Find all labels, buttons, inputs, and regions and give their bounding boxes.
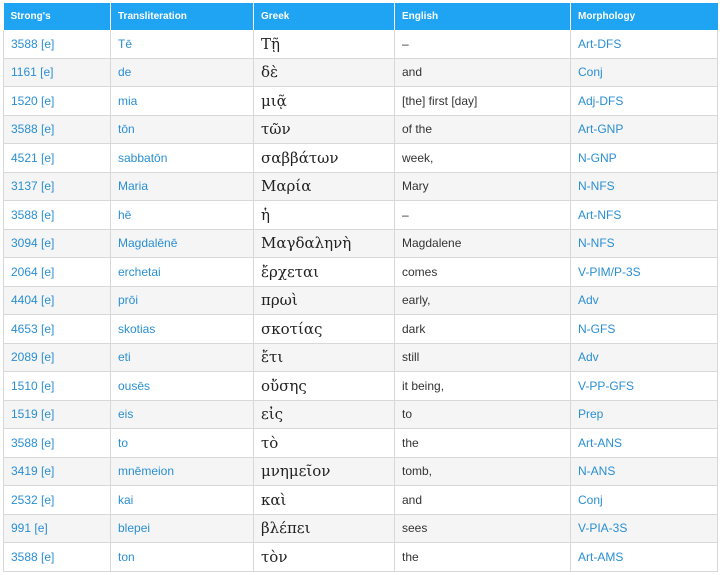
- table-row: [4, 457, 718, 486]
- cell-morph: [571, 543, 718, 572]
- cell-english: [395, 87, 571, 116]
- header-greek: Greek: [254, 3, 395, 30]
- table-row: [4, 429, 718, 458]
- cell-strongs: [4, 286, 111, 315]
- table-row: [4, 315, 718, 344]
- cell-translit: [111, 286, 254, 315]
- morphology-link[interactable]: Art-AMS: [578, 549, 624, 564]
- transliteration-link[interactable]: de: [118, 65, 132, 80]
- cell-morph: [571, 457, 718, 486]
- greek-word: ἔρχεται: [261, 262, 320, 281]
- cell-english: [395, 58, 571, 87]
- cell-morph: [571, 514, 718, 543]
- transliteration-link[interactable]: Maria: [118, 179, 149, 194]
- greek-word: σκοτίας: [261, 319, 323, 338]
- greek-word: καὶ: [261, 490, 287, 509]
- greek-word: Μαρία: [261, 177, 312, 196]
- cell-english: [395, 457, 571, 486]
- cell-translit: [111, 343, 254, 372]
- cell-strongs: [4, 429, 111, 458]
- morphology-link[interactable]: N-NFS: [578, 179, 615, 194]
- greek-word: Τῇ: [261, 34, 280, 53]
- strongs-number-link[interactable]: 2532 [e]: [11, 492, 55, 507]
- table-row: [4, 400, 718, 429]
- english-gloss: the: [402, 549, 419, 564]
- strongs-number-link[interactable]: 4653 [e]: [11, 321, 55, 336]
- transliteration-link[interactable]: Magdalēnē: [118, 236, 178, 251]
- table-row: [4, 543, 718, 572]
- cell-greek: [254, 486, 395, 515]
- morphology-link[interactable]: Art-DFS: [578, 36, 622, 51]
- english-gloss: sees: [402, 521, 428, 536]
- cell-english: [395, 486, 571, 515]
- morphology-link[interactable]: N-GNP: [578, 150, 617, 165]
- strongs-number-link[interactable]: 2089 [e]: [11, 350, 55, 365]
- strongs-number-link[interactable]: 3588 [e]: [11, 207, 55, 222]
- cell-greek: [254, 87, 395, 116]
- cell-translit: [111, 400, 254, 429]
- greek-word: Μαγδαληνὴ: [261, 234, 352, 253]
- cell-translit: [111, 115, 254, 144]
- cell-strongs: [4, 201, 111, 230]
- cell-greek: [254, 229, 395, 258]
- cell-english: [395, 315, 571, 344]
- cell-morph: [571, 229, 718, 258]
- greek-word: τὸ: [261, 433, 279, 452]
- table-row: [4, 87, 718, 116]
- header-row: [4, 3, 718, 30]
- english-gloss: of the: [402, 122, 433, 137]
- morphology-link[interactable]: N-NFS: [578, 236, 615, 251]
- english-gloss: and: [402, 65, 423, 80]
- cell-greek: [254, 58, 395, 87]
- greek-word: ἡ: [261, 205, 270, 224]
- cell-strongs: [4, 543, 111, 572]
- cell-greek: [254, 543, 395, 572]
- cell-strongs: [4, 30, 111, 58]
- cell-morph: [571, 172, 718, 201]
- cell-morph: [571, 286, 718, 315]
- transliteration-link[interactable]: ousēs: [118, 378, 151, 393]
- cell-greek: [254, 30, 395, 58]
- cell-greek: [254, 286, 395, 315]
- english-gloss: [the] first [day]: [402, 93, 478, 108]
- table-row: [4, 343, 718, 372]
- table-row: [4, 144, 718, 173]
- table-row: [4, 30, 718, 58]
- english-gloss: early,: [402, 293, 431, 308]
- cell-translit: [111, 258, 254, 287]
- table-row: [4, 286, 718, 315]
- table-row: [4, 172, 718, 201]
- table-row: [4, 372, 718, 401]
- strongs-number-link[interactable]: 1520 [e]: [11, 93, 55, 108]
- cell-morph: [571, 30, 718, 58]
- table-row: [4, 258, 718, 287]
- cell-morph: [571, 315, 718, 344]
- english-gloss: week,: [402, 150, 434, 165]
- transliteration-link[interactable]: hē: [118, 207, 132, 222]
- morphology-link[interactable]: Conj: [578, 492, 603, 507]
- cell-strongs: [4, 315, 111, 344]
- english-gloss: –: [402, 207, 409, 222]
- greek-word: βλέπει: [261, 519, 311, 538]
- cell-greek: [254, 172, 395, 201]
- greek-word: τὸν: [261, 547, 288, 566]
- cell-english: [395, 229, 571, 258]
- morphology-link[interactable]: Prep: [578, 407, 604, 422]
- cell-translit: [111, 429, 254, 458]
- cell-translit: [111, 172, 254, 201]
- strongs-number-link[interactable]: 3588 [e]: [11, 36, 55, 51]
- greek-word: μνημεῖον: [261, 462, 331, 481]
- english-gloss: –: [402, 36, 409, 51]
- transliteration-link[interactable]: eti: [118, 350, 131, 365]
- transliteration-link[interactable]: sabbatōn: [118, 150, 168, 165]
- morphology-link[interactable]: Conj: [578, 65, 603, 80]
- cell-morph: [571, 372, 718, 401]
- greek-word: ἔτι: [261, 348, 284, 367]
- english-gloss: Mary: [402, 179, 429, 194]
- cell-morph: [571, 400, 718, 429]
- cell-english: [395, 30, 571, 58]
- morphology-link[interactable]: N-ANS: [578, 464, 616, 479]
- cell-morph: [571, 115, 718, 144]
- cell-greek: [254, 258, 395, 287]
- strongs-number-link[interactable]: 3137 [e]: [11, 179, 55, 194]
- header-transliteration: Transliteration: [111, 3, 254, 30]
- cell-english: [395, 258, 571, 287]
- greek-word: πρωὶ: [261, 291, 298, 310]
- english-gloss: still: [402, 350, 420, 365]
- morphology-link[interactable]: V-PIM/P-3S: [578, 264, 641, 279]
- cell-translit: [111, 144, 254, 173]
- cell-strongs: [4, 372, 111, 401]
- morphology-link[interactable]: Art-NFS: [578, 207, 622, 222]
- english-gloss: tomb,: [402, 464, 433, 479]
- cell-greek: [254, 201, 395, 230]
- strongs-number-link[interactable]: 2064 [e]: [11, 264, 55, 279]
- cell-translit: [111, 58, 254, 87]
- transliteration-link[interactable]: kai: [118, 492, 134, 507]
- strongs-number-link[interactable]: 3588 [e]: [11, 435, 55, 450]
- morphology-link[interactable]: V-PP-GFS: [578, 378, 635, 393]
- cell-strongs: [4, 115, 111, 144]
- table-row: [4, 514, 718, 543]
- cell-translit: [111, 229, 254, 258]
- cell-morph: [571, 343, 718, 372]
- cell-greek: [254, 429, 395, 458]
- strongs-number-link[interactable]: 1510 [e]: [11, 378, 55, 393]
- cell-morph: [571, 429, 718, 458]
- cell-english: [395, 144, 571, 173]
- cell-translit: [111, 372, 254, 401]
- cell-translit: [111, 30, 254, 58]
- transliteration-link[interactable]: Tē: [118, 36, 133, 51]
- cell-english: [395, 172, 571, 201]
- cell-greek: [254, 115, 395, 144]
- cell-strongs: [4, 486, 111, 515]
- strongs-number-link[interactable]: 4404 [e]: [11, 293, 55, 308]
- greek-word: τῶν: [261, 120, 291, 139]
- transliteration-link[interactable]: skotias: [118, 321, 156, 336]
- strongs-number-link[interactable]: 1519 [e]: [11, 407, 55, 422]
- cell-english: [395, 286, 571, 315]
- table-row: [4, 486, 718, 515]
- strongs-number-link[interactable]: 3588 [e]: [11, 549, 55, 564]
- cell-english: [395, 514, 571, 543]
- greek-word: μιᾷ: [261, 91, 287, 110]
- transliteration-link[interactable]: eis: [118, 407, 134, 422]
- cell-morph: [571, 201, 718, 230]
- table-row: [4, 115, 718, 144]
- english-gloss: comes: [402, 264, 438, 279]
- english-gloss: and: [402, 492, 423, 507]
- cell-morph: [571, 87, 718, 116]
- cell-greek: [254, 343, 395, 372]
- cell-english: [395, 372, 571, 401]
- english-gloss: Magdalene: [402, 236, 462, 251]
- transliteration-link[interactable]: tōn: [118, 122, 135, 137]
- strongs-number-link[interactable]: 4521 [e]: [11, 150, 55, 165]
- cell-greek: [254, 514, 395, 543]
- cell-strongs: [4, 343, 111, 372]
- strongs-number-link[interactable]: 3094 [e]: [11, 236, 55, 251]
- header-strongs: Strong's: [4, 3, 111, 30]
- cell-greek: [254, 372, 395, 401]
- cell-greek: [254, 144, 395, 173]
- transliteration-link[interactable]: mia: [118, 93, 138, 108]
- morphology-link[interactable]: Art-ANS: [578, 435, 623, 450]
- cell-morph: [571, 144, 718, 173]
- transliteration-link[interactable]: erchetai: [118, 264, 161, 279]
- cell-translit: [111, 486, 254, 515]
- greek-word: δὲ: [261, 63, 279, 82]
- strongs-number-link[interactable]: 3419 [e]: [11, 464, 55, 479]
- strongs-number-link[interactable]: 3588 [e]: [11, 122, 55, 137]
- table-row: [4, 58, 718, 87]
- morphology-link[interactable]: V-PIA-3S: [578, 521, 628, 536]
- cell-morph: [571, 58, 718, 87]
- cell-translit: [111, 514, 254, 543]
- strongs-number-link[interactable]: 991 [e]: [11, 521, 48, 536]
- cell-strongs: [4, 144, 111, 173]
- morphology-link[interactable]: N-GFS: [578, 321, 616, 336]
- cell-strongs: [4, 58, 111, 87]
- english-gloss: it being,: [402, 378, 445, 393]
- cell-strongs: [4, 457, 111, 486]
- transliteration-link[interactable]: prōi: [118, 293, 139, 308]
- greek-word: σαββάτων: [261, 148, 339, 167]
- interlinear-table: [3, 3, 718, 572]
- greek-word: εἰς: [261, 405, 284, 424]
- cell-strongs: [4, 400, 111, 429]
- header-morphology: Morphology: [571, 3, 718, 30]
- cell-greek: [254, 315, 395, 344]
- morphology-link[interactable]: Art-GNP: [578, 122, 624, 137]
- cell-morph: [571, 486, 718, 515]
- morphology-link[interactable]: Adj-DFS: [578, 93, 624, 108]
- cell-translit: [111, 201, 254, 230]
- cell-strongs: [4, 258, 111, 287]
- transliteration-link[interactable]: to: [118, 435, 129, 450]
- cell-strongs: [4, 514, 111, 543]
- strongs-number-link[interactable]: 1161 [e]: [11, 65, 54, 80]
- transliteration-link[interactable]: blepei: [118, 521, 151, 536]
- cell-translit: [111, 543, 254, 572]
- cell-english: [395, 400, 571, 429]
- morphology-link[interactable]: Adv: [578, 350, 599, 365]
- cell-english: [395, 201, 571, 230]
- table-row: [4, 201, 718, 230]
- cell-english: [395, 543, 571, 572]
- english-gloss: dark: [402, 321, 426, 336]
- table-row: [4, 229, 718, 258]
- cell-translit: [111, 87, 254, 116]
- morphology-link[interactable]: Adv: [578, 293, 599, 308]
- cell-english: [395, 343, 571, 372]
- cell-morph: [571, 258, 718, 287]
- transliteration-link[interactable]: ton: [118, 549, 135, 564]
- cell-greek: [254, 400, 395, 429]
- cell-strongs: [4, 87, 111, 116]
- cell-strongs: [4, 172, 111, 201]
- cell-english: [395, 429, 571, 458]
- greek-word: οὔσης: [261, 376, 307, 395]
- header-english: English: [395, 3, 571, 30]
- cell-english: [395, 115, 571, 144]
- table-body: [4, 30, 718, 571]
- table-header: [4, 3, 718, 30]
- english-gloss: the: [402, 435, 419, 450]
- english-gloss: to: [402, 407, 413, 422]
- cell-translit: [111, 457, 254, 486]
- cell-translit: [111, 315, 254, 344]
- transliteration-link[interactable]: mnēmeion: [118, 464, 175, 479]
- cell-greek: [254, 457, 395, 486]
- cell-strongs: [4, 229, 111, 258]
